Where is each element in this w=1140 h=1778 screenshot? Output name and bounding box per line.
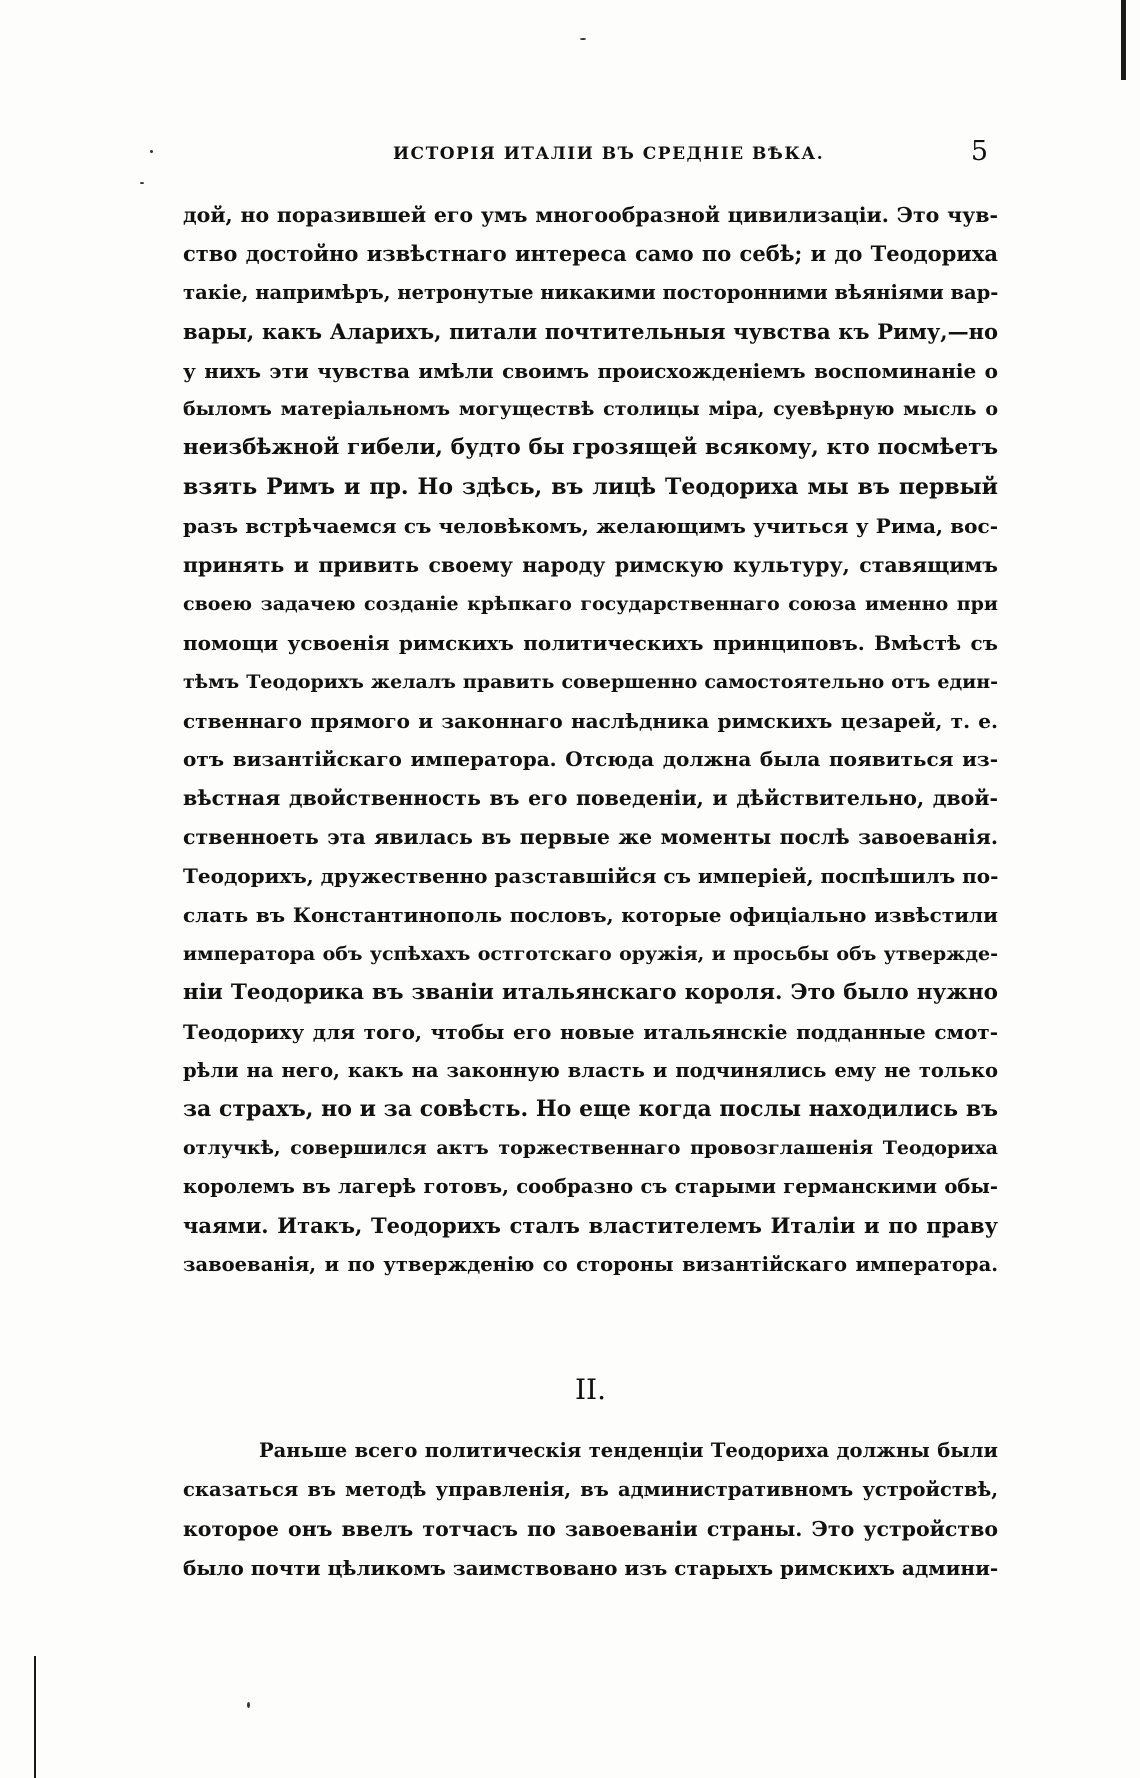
paragraph-2 (183, 1432, 998, 1588)
text-line: рѣли на него, какъ на законную власть и подчинялись ему не только (183, 1058, 998, 1082)
running-head (183, 136, 998, 176)
text-line: чаями. Итакъ, Теодорихъ сталъ властителемъ Италіи и по праву (183, 1213, 998, 1239)
text-line: отлучкѣ, совершился актъ торжественнаго провозглашенія Теодориха (183, 1137, 998, 1160)
text-line: разъ встрѣчаемся съ человѣкомъ, желающимъ учиться у Рима, вос- (183, 514, 998, 539)
text-line: было почти цѣликомъ заимствовано изъ старыхъ римскихъ админи- (183, 1555, 999, 1580)
text-line: такіе, напримѣръ, нетронутые никакими посторонними вѣяніями вар- (183, 280, 999, 304)
scan-speck (150, 150, 153, 153)
text-line: ніи Теодорика въ званіи итальянскаго короля. Это было нужно (183, 979, 998, 1005)
text-line: за страхъ, но и за совѣсть. Но еще когда послы находились въ (183, 1096, 998, 1123)
text-line: королемъ въ лагерѣ готовъ, сообразно съ старыми германскими обы- (183, 1175, 998, 1199)
text-line: неизбѣжной гибели, будто бы грозящей всякому, кто посмѣетъ (183, 435, 998, 461)
text-line: вѣстная двойственность въ его поведеніи, и дѣйствительно, двой- (183, 786, 998, 811)
scan-speck (247, 1702, 250, 1708)
text-line: императора объ успѣхахъ остготскаго оружія, и просьбы объ утвержде- (183, 942, 998, 965)
text-line: Раньше всего политическія тенденціи Теодориха должны были (259, 1439, 998, 1462)
text-line: тѣмъ Теодорихъ желалъ править совершенно самостоятельно отъ един- (183, 670, 998, 693)
text-line: у нихъ эти чувства имѣли своимъ происхожденіемъ воспоминаніе о (183, 358, 998, 383)
text-line: отъ византійскаго императора. Отсюда должна была появиться из- (183, 747, 998, 772)
text-line: Теодориху для того, чтобы его новые итальянскіе подданные смот- (183, 1019, 998, 1044)
text-line: принять и привить своему народу римскую культуру, ставящимъ (183, 553, 998, 578)
text-line: помощи усвоенія римскихъ политическихъ принциповъ. Вмѣстѣ съ (183, 630, 998, 655)
text-line: завоеванія, и по утвержденію со стороны византійскаго императора. (183, 1253, 998, 1277)
text-line: ственноеть эта явилась въ первые же моменты послѣ завоеванія. (183, 825, 998, 850)
text-line: взять Римъ и пр. Но здѣсь, въ лицѣ Теодориха мы въ первый (183, 474, 998, 501)
text-line: быломъ матеріальномъ могуществѣ столицы міра, суевѣрную мысль о (183, 398, 998, 421)
text-line: вары, какъ Аларихъ, питали почтительныя чувства къ Риму,—но (183, 318, 998, 344)
running-title: ИСТОРІЯ ИТАЛІИ ВЪ СРЕДНІЕ ВѢКА. (393, 144, 825, 164)
scan-edge-mark (34, 1656, 36, 1778)
scan-edge-mark (1121, 0, 1126, 80)
text-line: ство достойно извѣстнаго интереса само по себѣ; и до Теодориха (183, 240, 998, 266)
text-line: ственнаго прямого и законнаго наслѣдника римскихъ цезарей, т. е. (183, 708, 998, 733)
text-line: слать въ Константинополь пословъ, которые офиціально извѣстили (183, 903, 998, 928)
section-heading: II. (574, 1373, 607, 1406)
paragraph-1 (183, 196, 998, 1285)
text-line: Теодорихъ, дружественно разставшійся съ имперіей, поспѣшилъ по- (183, 864, 999, 889)
text-line: сказаться въ методѣ управленія, въ административномъ устройствѣ, (183, 1477, 998, 1501)
text-line: которое онъ ввелъ тотчасъ по завоеваніи страны. Это устройство (183, 1516, 998, 1541)
page-number: 5 (970, 136, 988, 167)
scan-speck (580, 38, 586, 40)
scan-speck (140, 182, 144, 184)
text-line: дой, но поразившей его умъ многообразной цивилизаціи. Это чув- (183, 203, 998, 227)
text-line: своею задачею созданіе крѣпкаго государственнаго союза именно при (183, 592, 998, 615)
